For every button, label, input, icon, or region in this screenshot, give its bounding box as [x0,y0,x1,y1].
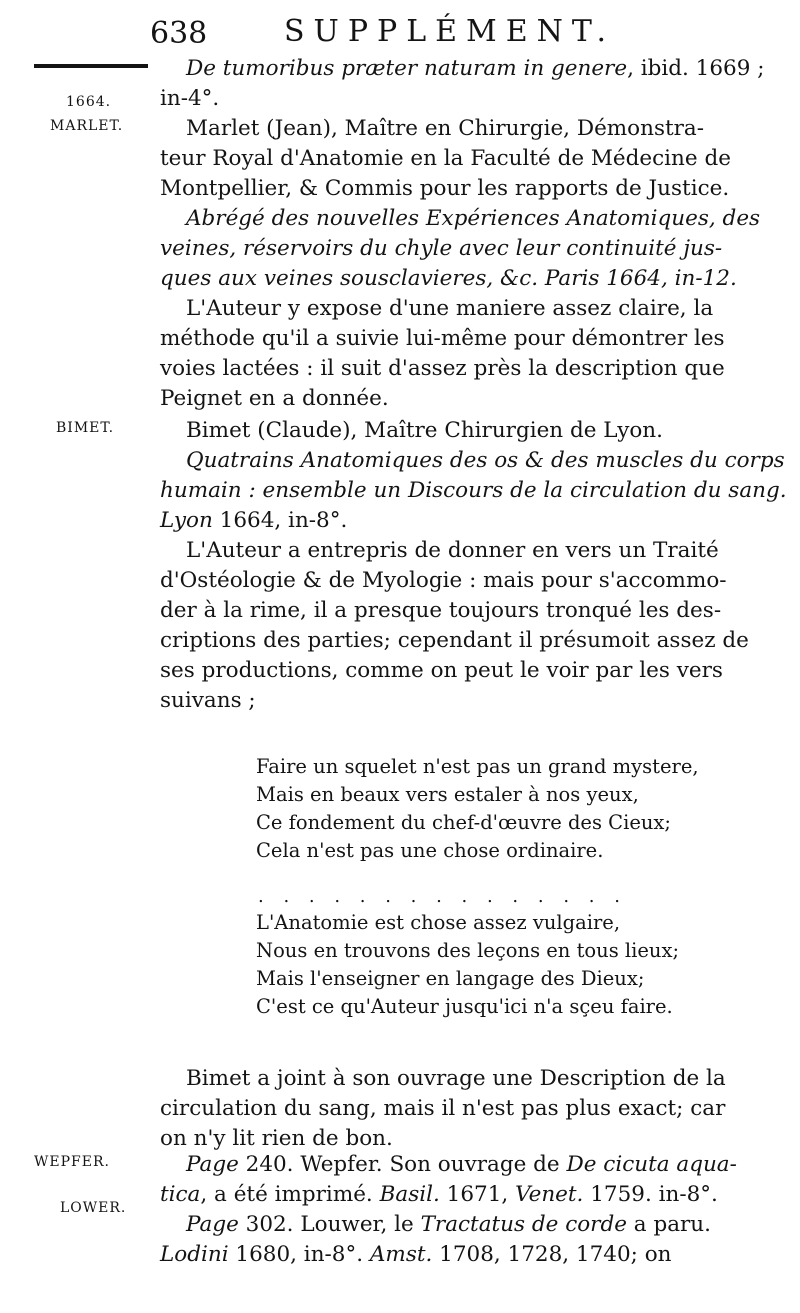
text-block-corrections [160,1152,756,1267]
text-line: Lyon 1664, in-8°. [160,508,348,533]
text-line: criptions des parties; cependant il présumoit assez de [160,628,749,653]
verse-stanza-1 [256,755,699,862]
text-line: Bimet (Claude), Maître Chirurgien de Lyon. [186,418,663,443]
verse-line: C'est ce qu'Auteur jusqu'ici n'a sçeu faire. [256,995,673,1018]
work-title: De tumoribus præter naturam in genere [186,56,628,81]
text-block-bimet-conclusion [160,1066,756,1156]
text-line: Montpellier, & Commis pour les rapports de Justice. [160,176,730,201]
running-title: SUPPLÉMENT. [284,14,616,49]
text-line: L'Auteur y expose d'une maniere assez claire, la [186,296,714,321]
text-line: Peignet en a donnée. [160,386,389,411]
text-line: méthode qu'il a suivie lui-même pour démontrer les [160,326,725,351]
text-line: tica, a été imprimé. Basil. 1671, Venet. 1759. in-8°. [160,1182,718,1207]
text-line: teur Royal d'Anatomie en la Faculté de Médecine de [160,146,731,171]
text-line: d'Ostéologie & de Myologie : mais pour s'accommo- [160,568,727,593]
text-line: voies lactées : il suit d'assez près la description que [160,356,725,381]
text-line: der à la rime, il a presque toujours tronqué les des- [160,598,722,623]
verse-line: Mais en beaux vers estaler à nos yeux, [256,783,639,806]
verse-line: Ce fondement du chef-d'œuvre des Cieux; [256,811,672,834]
margin-marlet: MARLET. [50,118,124,134]
page-header [150,14,770,50]
text-line: Bimet a joint à son ouvrage une Description de la [186,1066,726,1091]
text-line: humain : ensemble un Discours de la circulation du sang. [160,478,787,503]
margin-bimet: BIMET. [56,420,115,436]
verse-line: Mais l'enseigner en langage des Dieux; [256,967,645,990]
header-rule [34,64,148,68]
text-line: De tumoribus præter naturam in genere, ibid. 1669 ; [186,56,765,81]
text-line: Lodini 1680, in-8°. Amst. 1708, 1728, 1740; on [160,1242,672,1267]
text-line: L'Auteur a entrepris de donner en vers un Traité [186,538,719,563]
verse-line: Faire un squelet n'est pas un grand mystere, [256,755,699,778]
text-line: circulation du sang, mais il n'est pas plus exact; car [160,1096,726,1121]
verse-ellipsis: . . . . . . . . . . . . . . . [258,886,627,907]
margin-wepfer: WEPFER. [34,1154,110,1170]
text-line: Page 302. Louwer, le Tractatus de corde a paru. [186,1212,711,1237]
text-block-bimet [160,418,787,718]
text-line: Marlet (Jean), Maître en Chirurgie, Démonstra- [186,116,705,141]
text-line: Abrégé des nouvelles Expériences Anatomiques, des [186,206,761,231]
text-line: suivans ; [160,688,256,713]
verse-line: Nous en trouvons des leçons en tous lieux; [256,939,680,962]
verse-stanza-2 [256,911,680,1018]
text-block-marlet [160,56,765,476]
text-line: Quatrains Anatomiques des os & des muscles du corps [186,448,785,473]
page-number: 638 [150,16,208,51]
text-line: Page 240. Wepfer. Son ouvrage de De cicuta aqua- [186,1152,737,1177]
text-line: veines, réservoirs du chyle avec leur continuité jus- [160,236,723,261]
text-line: ses productions, comme on peut le voir par les vers [160,658,723,683]
verse-line: L'Anatomie est chose assez vulgaire, [256,911,621,934]
text-line: on n'y lit rien de bon. [160,1126,393,1151]
verse-line: Cela n'est pas une chose ordinaire. [256,839,604,862]
text-line: ques aux veines sousclavieres, &c. Paris 1664, in-12. [160,266,737,291]
margin-lower: LOWER. [60,1200,127,1216]
text-line: in-4°. [160,86,220,111]
margin-year: 1664. [66,94,112,110]
